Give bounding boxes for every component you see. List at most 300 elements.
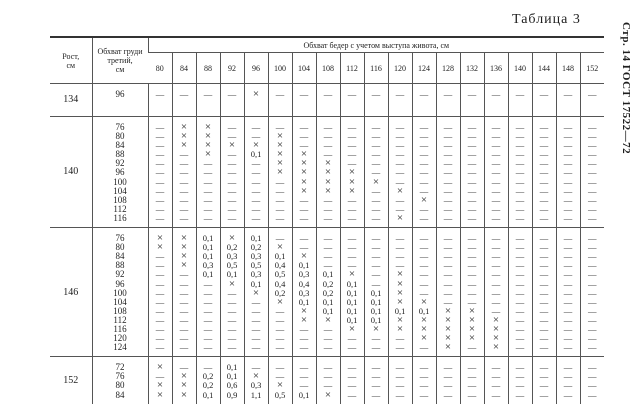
dash-mark: — bbox=[443, 149, 453, 160]
dash-mark: — bbox=[203, 287, 213, 298]
cross-mark: × bbox=[156, 388, 164, 401]
chest-value: 96 bbox=[115, 278, 125, 289]
dash-mark: — bbox=[395, 389, 405, 400]
frequency-cell bbox=[172, 228, 196, 357]
dash-mark: — bbox=[251, 167, 261, 178]
dash-mark: — bbox=[515, 203, 525, 214]
dash-mark: — bbox=[515, 212, 525, 223]
dash-mark: — bbox=[155, 131, 165, 142]
chest-value: 92 bbox=[115, 269, 125, 280]
dash-mark: — bbox=[179, 167, 189, 178]
cross-mark: × bbox=[396, 295, 404, 308]
dash-mark: — bbox=[588, 333, 597, 344]
dash-mark: — bbox=[155, 176, 165, 187]
dash-mark: — bbox=[323, 89, 333, 99]
frequency-cell bbox=[460, 228, 484, 357]
dash-mark: — bbox=[491, 305, 501, 316]
frequency-cell bbox=[364, 117, 388, 228]
dash-mark: — bbox=[155, 342, 165, 353]
chest-value: 100 bbox=[113, 176, 127, 187]
frequency-cell bbox=[340, 228, 364, 357]
dash-mark: — bbox=[467, 203, 477, 214]
cross-mark: × bbox=[468, 332, 476, 345]
dash-mark: — bbox=[563, 149, 573, 160]
frequency-cell bbox=[292, 228, 316, 357]
dash-mark: — bbox=[227, 212, 237, 223]
cross-mark: × bbox=[228, 232, 236, 245]
chest-value: 76 bbox=[115, 233, 125, 244]
frequency-cell bbox=[220, 228, 244, 357]
frequency-value: 0,5 bbox=[250, 260, 262, 271]
dash-mark: — bbox=[443, 380, 453, 391]
dash-mark: — bbox=[371, 251, 381, 262]
cross-mark: × bbox=[396, 322, 404, 335]
frequency-cell bbox=[316, 84, 340, 117]
dash-mark: — bbox=[179, 89, 189, 99]
dash-mark: — bbox=[491, 389, 501, 400]
dash-mark: — bbox=[347, 380, 357, 391]
dash-mark: — bbox=[491, 251, 501, 262]
dash-mark: — bbox=[539, 380, 549, 391]
dash-mark: — bbox=[419, 203, 429, 214]
dash-mark: — bbox=[299, 371, 309, 382]
dash-mark: — bbox=[323, 194, 333, 205]
dash-mark: — bbox=[347, 122, 357, 132]
dash-mark: — bbox=[515, 158, 525, 169]
dash-mark: — bbox=[563, 185, 573, 196]
dash-mark: — bbox=[491, 122, 501, 132]
dash-mark: — bbox=[515, 122, 525, 132]
chest-value: 80 bbox=[115, 131, 125, 142]
frequency-value: 0,1 bbox=[298, 260, 310, 271]
chest-value: 72 bbox=[115, 362, 125, 373]
dash-mark: — bbox=[419, 287, 429, 298]
frequency-value: 0,1 bbox=[226, 371, 238, 382]
dash-mark: — bbox=[203, 278, 213, 289]
dash-mark: — bbox=[347, 149, 357, 160]
dash-mark: — bbox=[563, 333, 573, 344]
frequency-value: 0,6 bbox=[226, 380, 238, 391]
dash-mark: — bbox=[347, 333, 357, 344]
dash-mark: — bbox=[203, 158, 213, 169]
dash-mark: — bbox=[275, 342, 285, 353]
dash-mark: — bbox=[155, 260, 165, 271]
dash-mark: — bbox=[179, 278, 189, 289]
dash-mark: — bbox=[323, 233, 333, 244]
dash-mark: — bbox=[443, 371, 453, 382]
dash-mark: — bbox=[347, 362, 357, 373]
dash-mark: — bbox=[419, 158, 429, 169]
dash-mark: — bbox=[179, 269, 189, 280]
dash-mark: — bbox=[203, 176, 213, 187]
dash-mark: — bbox=[347, 194, 357, 205]
dash-mark: — bbox=[203, 305, 213, 316]
dash-mark: — bbox=[588, 122, 597, 132]
dash-mark: — bbox=[491, 233, 501, 244]
dash-mark: — bbox=[588, 131, 597, 142]
frequency-cell bbox=[292, 117, 316, 228]
frequency-value: 0,3 bbox=[202, 260, 214, 271]
dash-mark: — bbox=[539, 122, 549, 132]
cross-mark: × bbox=[180, 379, 188, 392]
cross-mark: × bbox=[180, 388, 188, 401]
frequency-cell bbox=[388, 228, 412, 357]
dash-mark: — bbox=[299, 194, 309, 205]
cross-mark: × bbox=[324, 388, 332, 401]
frequency-cell bbox=[412, 84, 436, 117]
dash-mark: — bbox=[395, 122, 405, 132]
dash-mark: — bbox=[227, 122, 237, 132]
dash-mark: — bbox=[563, 203, 573, 214]
dash-mark: — bbox=[299, 203, 309, 214]
dash-mark: — bbox=[467, 122, 477, 132]
frequency-cell bbox=[244, 228, 268, 357]
table-group-row bbox=[50, 228, 604, 357]
hip-size-header: 116 bbox=[364, 53, 388, 84]
hip-size-header: 152 bbox=[580, 53, 604, 84]
frequency-cell bbox=[484, 228, 508, 357]
dash-mark: — bbox=[467, 371, 477, 382]
dash-mark: — bbox=[563, 212, 573, 223]
dash-mark: — bbox=[539, 212, 549, 223]
dash-mark: — bbox=[419, 149, 429, 160]
dash-mark: — bbox=[467, 167, 477, 178]
frequency-value: 0,4 bbox=[274, 278, 286, 289]
frequency-cell bbox=[316, 228, 340, 357]
dash-mark: — bbox=[515, 167, 525, 178]
dash-mark: — bbox=[539, 269, 549, 280]
dash-mark: — bbox=[275, 176, 285, 187]
dash-mark: — bbox=[179, 149, 189, 160]
dash-mark: — bbox=[203, 167, 213, 178]
dash-mark: — bbox=[371, 131, 381, 142]
dash-mark: — bbox=[395, 371, 405, 382]
dash-mark: — bbox=[515, 260, 525, 271]
dash-mark: — bbox=[563, 380, 573, 391]
dash-mark: — bbox=[155, 140, 165, 151]
frequency-cell bbox=[196, 228, 220, 357]
frequency-value: 0,1 bbox=[394, 305, 406, 316]
dash-mark: — bbox=[299, 380, 309, 391]
dash-mark: — bbox=[515, 185, 525, 196]
dash-mark: — bbox=[443, 212, 453, 223]
dash-mark: — bbox=[299, 122, 309, 132]
dash-mark: — bbox=[467, 260, 477, 271]
dash-mark: — bbox=[179, 158, 189, 169]
dash-mark: — bbox=[588, 167, 597, 178]
dash-mark: — bbox=[179, 362, 189, 373]
cross-mark: × bbox=[300, 304, 308, 317]
dash-mark: — bbox=[563, 389, 573, 400]
hip-size-header: 136 bbox=[484, 53, 508, 84]
dash-mark: — bbox=[395, 89, 405, 99]
hip-size-header: 132 bbox=[460, 53, 484, 84]
dash-mark: — bbox=[371, 185, 381, 196]
dash-mark: — bbox=[443, 158, 453, 169]
cross-mark: × bbox=[204, 121, 212, 133]
dash-mark: — bbox=[395, 149, 405, 160]
cross-mark: × bbox=[204, 130, 212, 143]
cross-mark: × bbox=[396, 268, 404, 281]
dash-mark: — bbox=[588, 314, 597, 325]
dash-mark: — bbox=[563, 131, 573, 142]
cross-mark: × bbox=[300, 148, 308, 161]
frequency-cell bbox=[412, 228, 436, 357]
cross-mark: × bbox=[276, 139, 284, 152]
cross-mark: × bbox=[180, 250, 188, 263]
dash-mark: — bbox=[227, 203, 237, 214]
dash-mark: — bbox=[395, 251, 405, 262]
cross-mark: × bbox=[468, 322, 476, 335]
hip-size-header: 88 bbox=[196, 53, 220, 84]
frequency-value: 1,1 bbox=[250, 389, 262, 400]
cross-mark: × bbox=[492, 313, 500, 326]
dash-mark: — bbox=[203, 362, 213, 373]
frequency-cell bbox=[436, 117, 460, 228]
dash-mark: — bbox=[371, 140, 381, 151]
dash-mark: — bbox=[299, 89, 309, 99]
frequency-value: 0,1 bbox=[346, 314, 358, 325]
dash-mark: — bbox=[539, 158, 549, 169]
frequency-cell bbox=[268, 228, 292, 357]
dash-mark: — bbox=[371, 380, 381, 391]
chest-value: 116 bbox=[113, 323, 127, 334]
frequency-cell bbox=[436, 228, 460, 357]
dash-mark: — bbox=[443, 287, 453, 298]
dash-mark: — bbox=[515, 251, 525, 262]
cross-mark: × bbox=[324, 166, 332, 179]
cross-mark: × bbox=[252, 139, 260, 152]
dash-mark: — bbox=[155, 122, 165, 132]
dash-mark: — bbox=[203, 89, 213, 99]
cross-mark: × bbox=[228, 139, 236, 152]
frequency-value: 0,1 bbox=[202, 242, 214, 253]
frequency-value: 0,3 bbox=[250, 380, 262, 391]
frequency-cell bbox=[364, 228, 388, 357]
dash-mark: — bbox=[251, 342, 261, 353]
header-height bbox=[50, 37, 92, 84]
dash-mark: — bbox=[443, 389, 453, 400]
frequency-value: 0,1 bbox=[346, 305, 358, 316]
dash-mark: — bbox=[467, 89, 477, 99]
frequency-cell bbox=[268, 357, 292, 404]
cross-mark: × bbox=[180, 232, 188, 245]
dash-mark: — bbox=[563, 296, 573, 307]
dash-mark: — bbox=[179, 305, 189, 316]
dash-mark: — bbox=[371, 342, 381, 353]
dash-mark: — bbox=[467, 140, 477, 151]
dash-mark: — bbox=[179, 185, 189, 196]
dash-mark: — bbox=[419, 176, 429, 187]
dash-mark: — bbox=[515, 242, 525, 253]
frequency-value: 0,2 bbox=[250, 242, 262, 253]
dash-mark: — bbox=[395, 242, 405, 253]
dash-mark: — bbox=[539, 242, 549, 253]
dash-mark: — bbox=[155, 305, 165, 316]
frequency-value: 0,2 bbox=[202, 371, 214, 382]
table-group-row bbox=[50, 84, 604, 117]
dash-mark: — bbox=[467, 380, 477, 391]
dash-mark: — bbox=[443, 251, 453, 262]
dash-mark: — bbox=[395, 131, 405, 142]
dash-mark: — bbox=[563, 269, 573, 280]
dash-mark: — bbox=[588, 251, 597, 262]
dash-mark: — bbox=[563, 89, 573, 99]
cross-mark: × bbox=[372, 175, 380, 188]
cross-mark: × bbox=[300, 184, 308, 197]
dash-mark: — bbox=[275, 371, 285, 382]
dash-mark: — bbox=[563, 122, 573, 132]
frequency-cell bbox=[244, 84, 268, 117]
cross-mark: × bbox=[348, 175, 356, 188]
dash-mark: — bbox=[323, 362, 333, 373]
hip-size-header: 140 bbox=[508, 53, 532, 84]
cross-mark: × bbox=[228, 277, 236, 290]
chest-value: 96 bbox=[115, 89, 125, 99]
dash-mark: — bbox=[467, 342, 477, 353]
dash-mark: — bbox=[251, 305, 261, 316]
dash-mark: — bbox=[275, 305, 285, 316]
frequency-cell bbox=[580, 357, 604, 404]
dash-mark: — bbox=[299, 242, 309, 253]
cross-mark: × bbox=[444, 304, 452, 317]
chest-value: 80 bbox=[115, 242, 125, 253]
dash-mark: — bbox=[299, 140, 309, 151]
cross-mark: × bbox=[492, 341, 500, 354]
frequency-value: 0,1 bbox=[370, 287, 382, 298]
dash-mark: — bbox=[179, 342, 189, 353]
cross-mark: × bbox=[444, 322, 452, 335]
dash-mark: — bbox=[467, 389, 477, 400]
dash-mark: — bbox=[371, 362, 381, 373]
cross-mark: × bbox=[300, 166, 308, 179]
dash-mark: — bbox=[467, 158, 477, 169]
frequency-cell bbox=[460, 84, 484, 117]
dash-mark: — bbox=[539, 167, 549, 178]
dash-mark: — bbox=[419, 185, 429, 196]
frequency-cell bbox=[196, 357, 220, 404]
dash-mark: — bbox=[395, 333, 405, 344]
dash-mark: — bbox=[588, 185, 597, 196]
dash-mark: — bbox=[443, 269, 453, 280]
dash-mark: — bbox=[588, 194, 597, 205]
dash-mark: — bbox=[227, 131, 237, 142]
dash-mark: — bbox=[588, 371, 597, 382]
dash-mark: — bbox=[251, 158, 261, 169]
dash-mark: — bbox=[515, 371, 525, 382]
dash-mark: — bbox=[155, 158, 165, 169]
dash-mark: — bbox=[588, 233, 597, 244]
dash-mark: — bbox=[419, 362, 429, 373]
dash-mark: — bbox=[491, 380, 501, 391]
dash-mark: — bbox=[347, 242, 357, 253]
frequency-value: 0,1 bbox=[322, 269, 334, 280]
dash-mark: — bbox=[563, 278, 573, 289]
dash-mark: — bbox=[371, 203, 381, 214]
cross-mark: × bbox=[348, 268, 356, 281]
dash-mark: — bbox=[395, 342, 405, 353]
dash-mark: — bbox=[563, 176, 573, 187]
dash-mark: — bbox=[539, 305, 549, 316]
hip-size-header: 120 bbox=[388, 53, 412, 84]
cross-mark: × bbox=[348, 322, 356, 335]
dash-mark: — bbox=[251, 212, 261, 223]
dash-mark: — bbox=[395, 140, 405, 151]
dash-mark: — bbox=[588, 296, 597, 307]
dash-mark: — bbox=[179, 287, 189, 298]
dash-mark: — bbox=[539, 185, 549, 196]
dash-mark: — bbox=[588, 158, 597, 169]
dash-mark: — bbox=[515, 362, 525, 373]
frequency-cell bbox=[364, 84, 388, 117]
dash-mark: — bbox=[515, 389, 525, 400]
dash-mark: — bbox=[371, 122, 381, 132]
chest-value: 84 bbox=[115, 140, 125, 151]
height-cell: 140 bbox=[50, 117, 92, 228]
cross-mark: × bbox=[252, 286, 260, 299]
dash-mark: — bbox=[347, 251, 357, 262]
dash-mark: — bbox=[299, 362, 309, 373]
cross-mark: × bbox=[180, 241, 188, 254]
size-table bbox=[50, 36, 604, 404]
frequency-cell bbox=[316, 357, 340, 404]
frequency-cell bbox=[460, 117, 484, 228]
dash-mark: — bbox=[155, 89, 165, 99]
dash-mark: — bbox=[443, 131, 453, 142]
chest-value: 80 bbox=[115, 380, 125, 391]
dash-mark: — bbox=[179, 333, 189, 344]
dash-mark: — bbox=[467, 149, 477, 160]
cross-mark: × bbox=[180, 139, 188, 152]
header-hips: Обхват бедер с учетом выступа живота, см bbox=[148, 37, 604, 53]
dash-mark: — bbox=[179, 194, 189, 205]
dash-mark: — bbox=[275, 122, 285, 132]
dash-mark: — bbox=[155, 185, 165, 196]
dash-mark: — bbox=[563, 323, 573, 334]
dash-mark: — bbox=[539, 176, 549, 187]
frequency-value: 0,1 bbox=[298, 389, 310, 400]
dash-mark: — bbox=[155, 278, 165, 289]
cross-mark: × bbox=[276, 295, 284, 308]
cross-mark: × bbox=[180, 121, 188, 133]
frequency-value: 0,1 bbox=[346, 296, 358, 307]
dash-mark: — bbox=[347, 342, 357, 353]
frequency-cell bbox=[388, 357, 412, 404]
dash-mark: — bbox=[227, 176, 237, 187]
dash-mark: — bbox=[395, 176, 405, 187]
frequency-value: 0,1 bbox=[346, 287, 358, 298]
dash-mark: — bbox=[419, 269, 429, 280]
dash-mark: — bbox=[491, 131, 501, 142]
cross-mark: × bbox=[468, 304, 476, 317]
table-title: Таблица 3 bbox=[512, 12, 581, 27]
frequency-cell bbox=[532, 117, 556, 228]
dash-mark: — bbox=[563, 305, 573, 316]
dash-mark: — bbox=[515, 233, 525, 244]
dash-mark: — bbox=[179, 296, 189, 307]
dash-mark: — bbox=[227, 89, 237, 99]
header-chest-line1: Обхват груди bbox=[97, 47, 143, 56]
dash-mark: — bbox=[275, 362, 285, 373]
cross-mark: × bbox=[156, 241, 164, 254]
frequency-cell bbox=[244, 357, 268, 404]
cross-mark: × bbox=[396, 286, 404, 299]
hip-size-header: 112 bbox=[340, 53, 364, 84]
dash-mark: — bbox=[491, 185, 501, 196]
frequency-cell bbox=[484, 117, 508, 228]
dash-mark: — bbox=[371, 212, 381, 223]
frequency-value: 0,3 bbox=[250, 269, 262, 280]
